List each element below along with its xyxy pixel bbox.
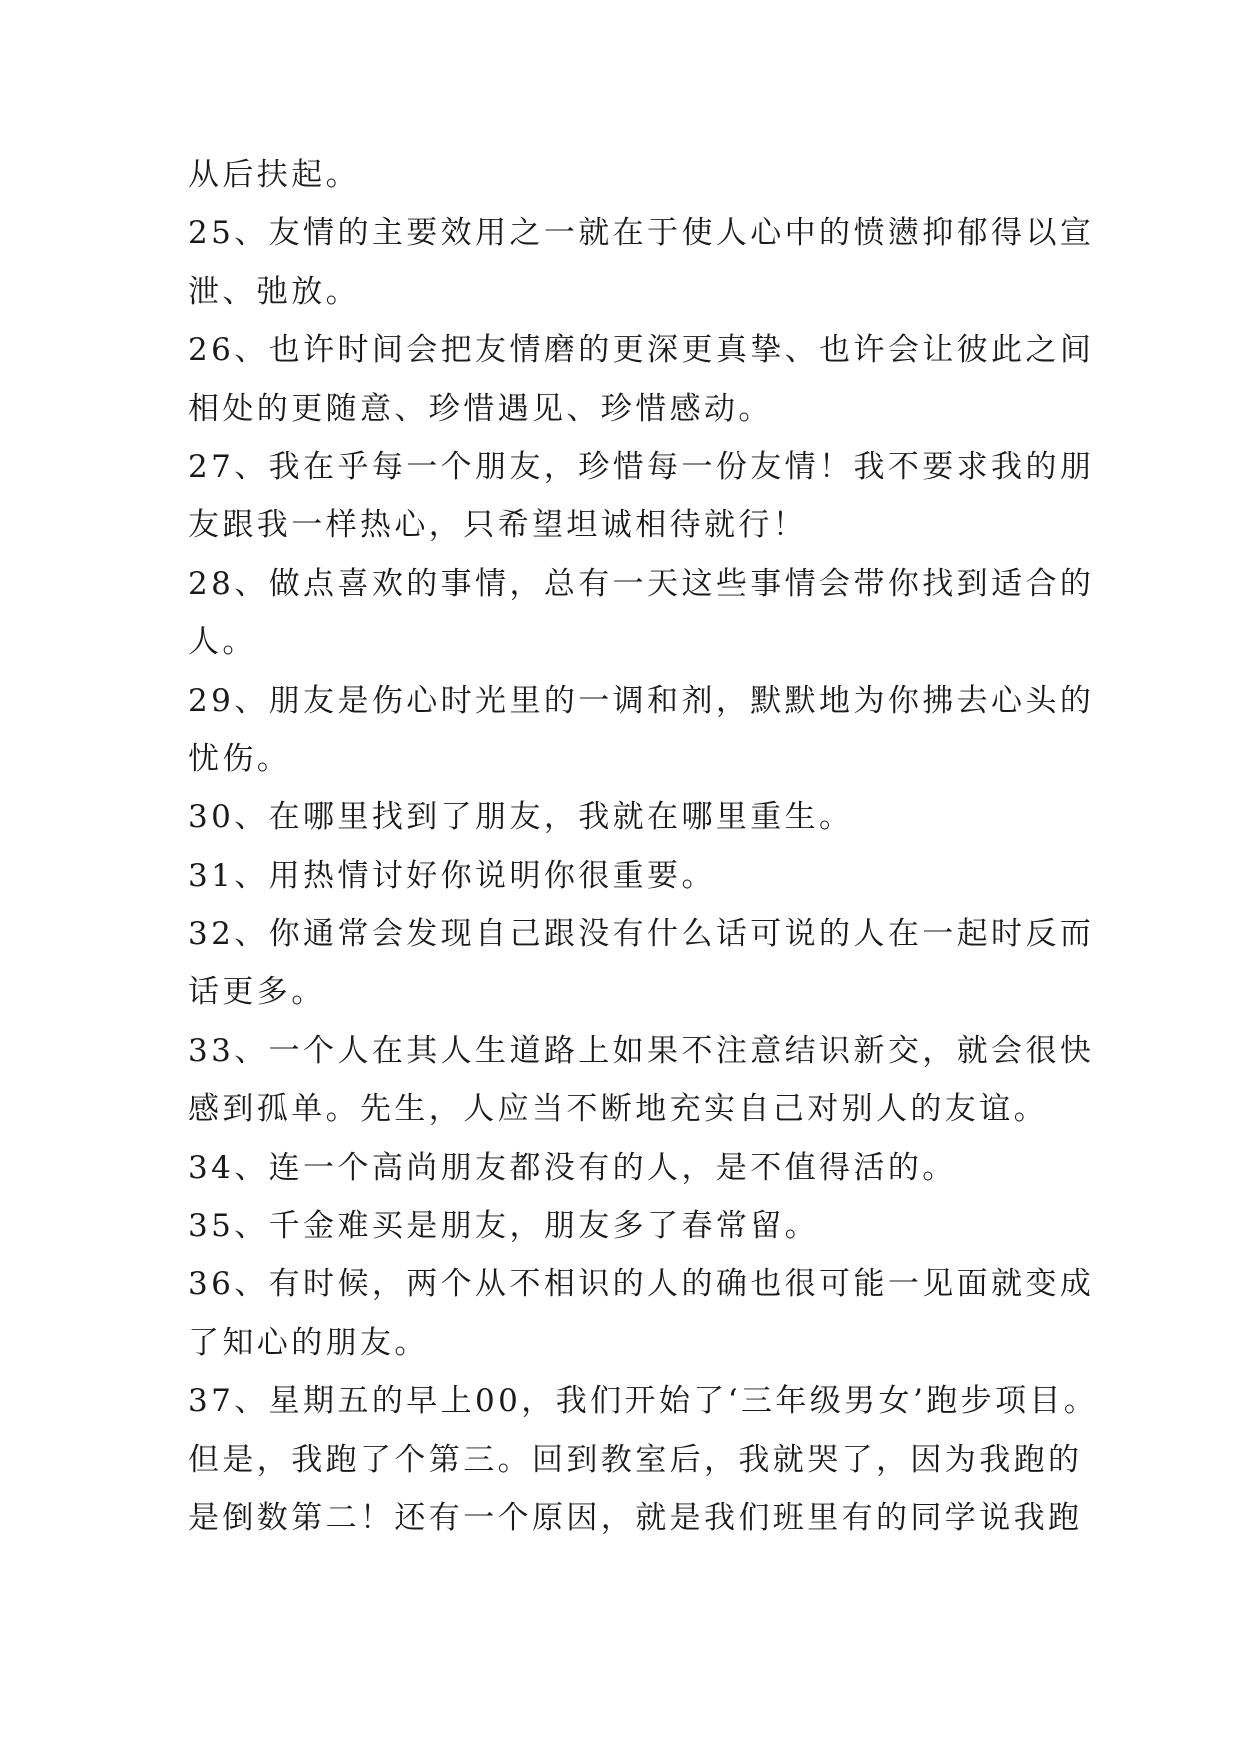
text-line: 忧伤。 xyxy=(188,740,292,777)
text-line: 话更多。 xyxy=(188,974,326,1011)
text-line: 28、做点喜欢的事情，总有一天这些事情会带你找到适合的 xyxy=(188,565,1095,602)
text-line: 25、友情的主要效用之一就在于使人心中的愤懑抑郁得以宣 xyxy=(188,215,1095,252)
text-line: 友跟我一样热心，只希望坦诚相待就行！ xyxy=(188,507,808,544)
text-line: 34、连一个高尚朋友都没有的人，是不值得活的。 xyxy=(188,1149,957,1186)
text-line: 了知心的朋友。 xyxy=(188,1324,429,1361)
text-line: 35、千金难买是朋友，朋友多了春常留。 xyxy=(188,1208,820,1245)
text-line: 但是，我跑了个第三。回到教室后，我就哭了，因为我跑的 xyxy=(188,1441,1083,1478)
text-line: 从后扶起。 xyxy=(188,157,360,193)
text-line: 相处的更随意、珍惜遇见、珍惜感动。 xyxy=(188,390,773,427)
text-line: 27、我在乎每一个朋友，珍惜每一份友情！我不要求我的朋 xyxy=(188,448,1095,485)
text-line: 37、星期五的早上00，我们开始了‘三年级男女’跑步项目。 xyxy=(188,1383,1099,1420)
text-line: 33、一个人在其人生道路上如果不注意结识新交，就会很快 xyxy=(188,1032,1095,1069)
text-line: 31、用热情讨好你说明你很重要。 xyxy=(188,857,716,894)
text-line: 30、在哪里找到了朋友，我就在哪里重生。 xyxy=(188,799,854,836)
text-line: 32、你通常会发现自己跟没有什么话可说的人在一起时反而 xyxy=(188,916,1095,953)
document-body xyxy=(188,146,1099,1547)
text-line: 人。 xyxy=(188,624,257,661)
text-line: 36、有时候，两个从不相识的人的确也很可能一见面就变成 xyxy=(188,1266,1095,1303)
text-line: 感到孤单。先生，人应当不断地充实自己对别人的友谊。 xyxy=(188,1091,1048,1128)
text-line: 26、也许时间会把友情磨的更深更真挚、也许会让彼此之间 xyxy=(188,332,1095,369)
text-line: 29、朋友是伤心时光里的一调和剂，默默地为你拂去心头的 xyxy=(188,682,1095,719)
text-line: 是倒数第二！还有一个原因，就是我们班里有的同学说我跑 xyxy=(188,1499,1083,1536)
text-line: 泄、弛放。 xyxy=(188,273,360,310)
